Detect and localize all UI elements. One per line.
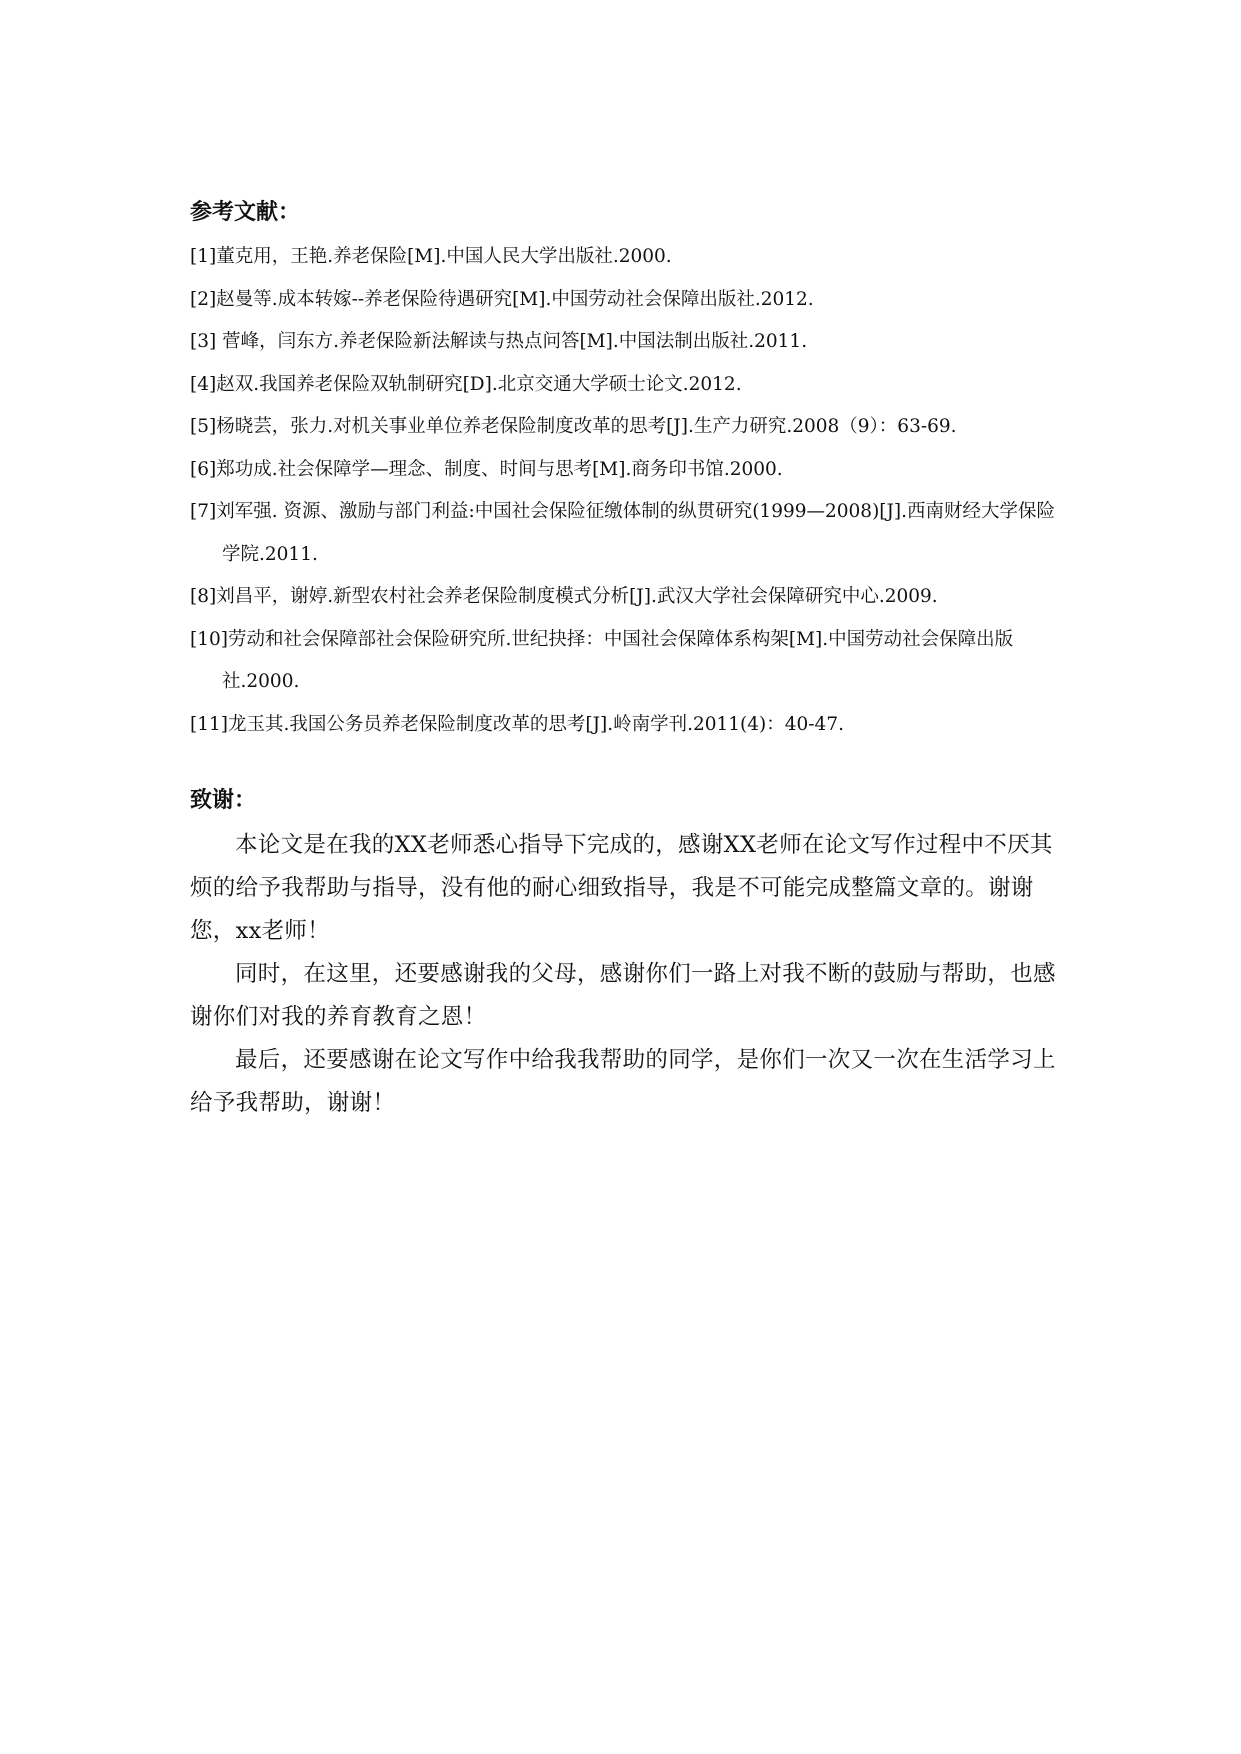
reference-item-5: [5]杨晓芸，张力.对机关事业单位养老保险制度改革的思考[J].生产力研究.2008（9）：63-69. [190, 416, 957, 437]
reference-item-8: [8]刘昌平，谢婷.新型农村社会养老保险制度模式分析[J].武汉大学社会保障研究中心.2009. [190, 586, 938, 607]
acknowledgement-paragraph-1: 本论文是在我的XX老师悉心指导下完成的，感谢XX老师在论文写作过程中不厌其烦的给予我帮助与指导，没有他的耐心细致指导，我是不可能完成整篇文章的。谢谢您，xx老师！ [190, 832, 1053, 944]
acknowledgement-paragraph-2: 同时，在这里，还要感谢我的父母，感谢你们一路上对我不断的鼓励与帮助，也感谢你们对我的养育教育之恩！ [190, 961, 1056, 1030]
reference-item-4: [4]赵双.我国养老保险双轨制研究[D].北京交通大学硕士论文.2012. [190, 373, 742, 395]
reference-item-3: [3] 菅峰，闫东方.养老保险新法解读与热点问答[M].中国法制出版社.2011. [190, 331, 808, 352]
reference-item-10: [10]劳动和社会保障部社会保险研究所.世纪抉择：中国社会保障体系构架[M].中国劳动社会保障出版社.2000. [190, 628, 1014, 692]
acknowledgement-paragraph-3: 最后，还要感谢在论文写作中给我我帮助的同学，是你们一次又一次在生活学习上给予我帮助，谢谢！ [190, 1047, 1056, 1116]
reference-item-7: [7]刘军强. 资源、激励与部门利益:中国社会保险征缴体制的纵贯研究(1999—2008)[J].西南财经大学保险学院.2011. [190, 501, 1056, 565]
references-heading: 参考文献： [190, 200, 301, 225]
reference-list [190, 236, 1060, 746]
reference-item-2: [2]赵曼等.成本转嫁--养老保险待遇研究[M].中国劳动社会保障出版社.2012. [190, 288, 814, 310]
reference-item-6: [6]郑功成.社会保障学—理念、制度、时间与思考[M].商务印书馆.2000. [190, 458, 783, 480]
reference-item-11: [11]龙玉其.我国公务员养老保险制度改革的思考[J].岭南学刊.2011(4)：40-47. [190, 713, 844, 735]
page-content [190, 196, 1060, 1125]
acknowledgements-heading: 致谢： [190, 788, 257, 813]
reference-item-1: [1]董克用，王艳.养老保险[M].中国人民大学出版社.2000. [190, 246, 672, 267]
